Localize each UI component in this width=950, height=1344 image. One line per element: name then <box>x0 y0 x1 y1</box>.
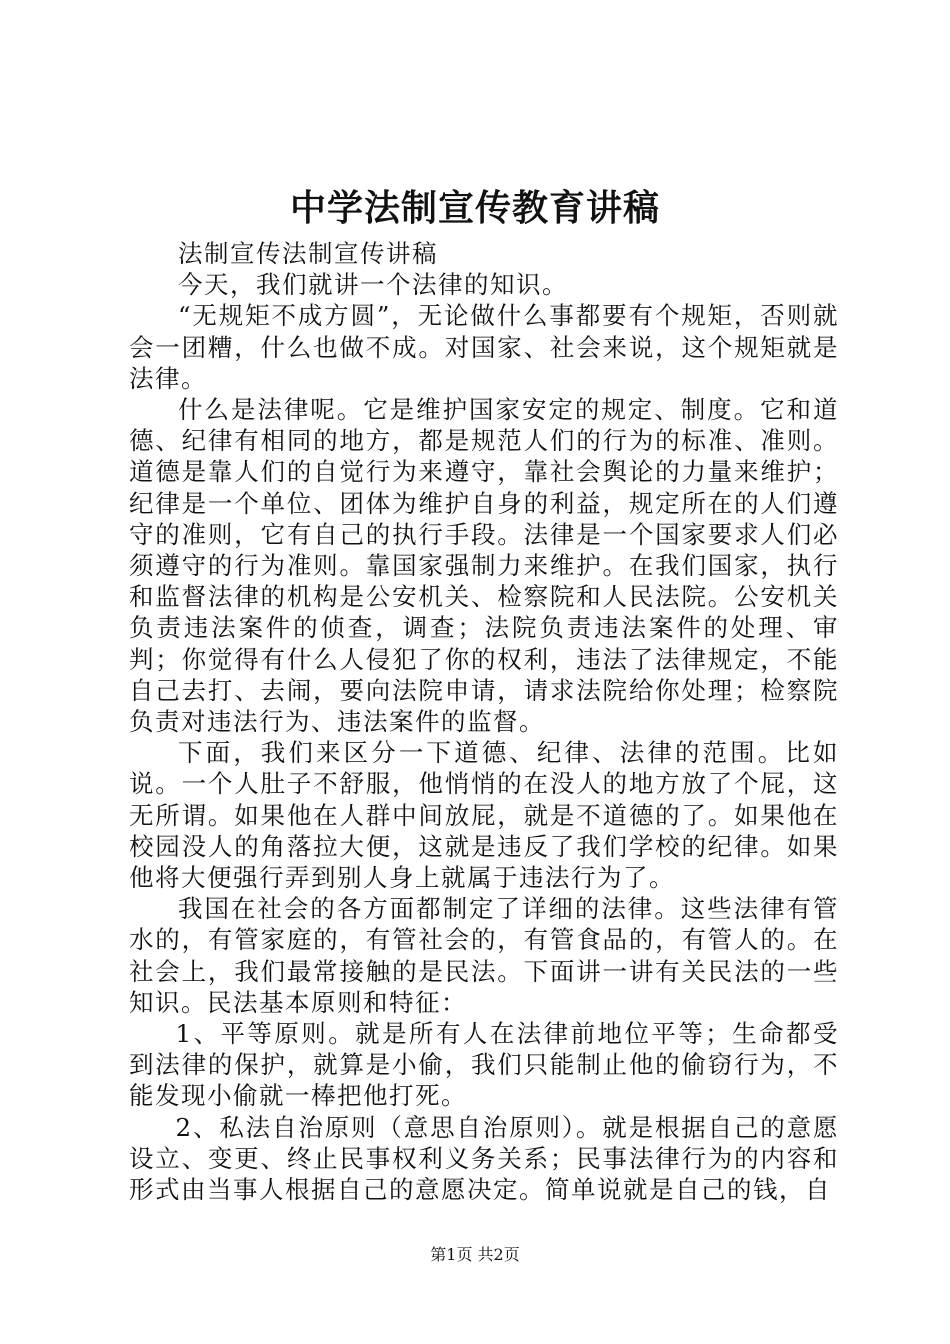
paragraph-civil-law: 我国在社会的各方面都制定了详细的法律。这些法律有管水的，有管家庭的，有管社会的，有管食品的，有管人的。在社会上，我们最常接触的是民法。下面讲一讲有关民法的一些知识。民法基本原则和特征： <box>129 894 839 1017</box>
paragraph-rules: “无规矩不成方圆”，无论做什么事都要有个规矩，否则就会一团糟，什么也做不成。对国家、社会来说，这个规矩就是法律。 <box>129 301 839 393</box>
page-footer: 第1页 共2页 <box>430 1245 520 1264</box>
paragraph-principle-2: 2、私法自治原则（意思自治原则）。就是根据自己的意愿设立、变更、终止民事权利义务关系；民事法律行为的内容和形式由当事人根据自己的意愿决定。简单说就是自己的钱，自 <box>129 1112 839 1205</box>
paragraph-intro: 今天，我们就讲一个法律的知识。 <box>178 270 568 300</box>
paragraph-subtitle: 法制宣传法制宣传讲稿 <box>178 239 438 268</box>
document-body <box>129 238 839 1205</box>
paragraph-distinction: 下面，我们来区分一下道德、纪律、法律的范围。比如说。一个人肚子不舒服，他悄悄的在没人的地方放了个屁，这无所谓。如果他在人群中间放屁，就是不道德的了。如果他在校园没人的角落拉大便，这就是违反了我们学校的纪律。如果他将大便强行弄到别人身上就属于违法行为了。 <box>129 738 839 893</box>
paragraph-principle-1: 1、平等原则。就是所有人在法律前地位平等；生命都受到法律的保护，就算是小偷，我们只能制止他的偷窃行为，不能发现小偷就一棒把他打死。 <box>129 1019 839 1111</box>
paragraph-what-is-law: 什么是法律呢。它是维护国家安定的规定、制度。它和道德、纪律有相同的地方，都是规范人们的行为的标准、准则。道德是靠人们的自觉行为来遵守，靠社会舆论的力量来维护；纪律是一个单位、团体为维护自身的利益，规定所在的人们遵守的准则，它有自己的执行手段。法律是一个国家要求人们必须遵守的行为准则。靠国家强制力来维护。在我们国家，执行和监督法律的机构是公安机关、检察院和人民法院。公安机关负责违法案件的侦查，调查；法院负责违法案件的处理、审判；你觉得有什么人侵犯了你的权利，违法了法律规定，不能自己去打、去闹，要向法院申请，请求法院给你处理；检察院负责对违法行为、违法案件的监督。 <box>129 395 839 737</box>
document-title: 中学法制宣传教育讲稿 <box>289 187 660 229</box>
